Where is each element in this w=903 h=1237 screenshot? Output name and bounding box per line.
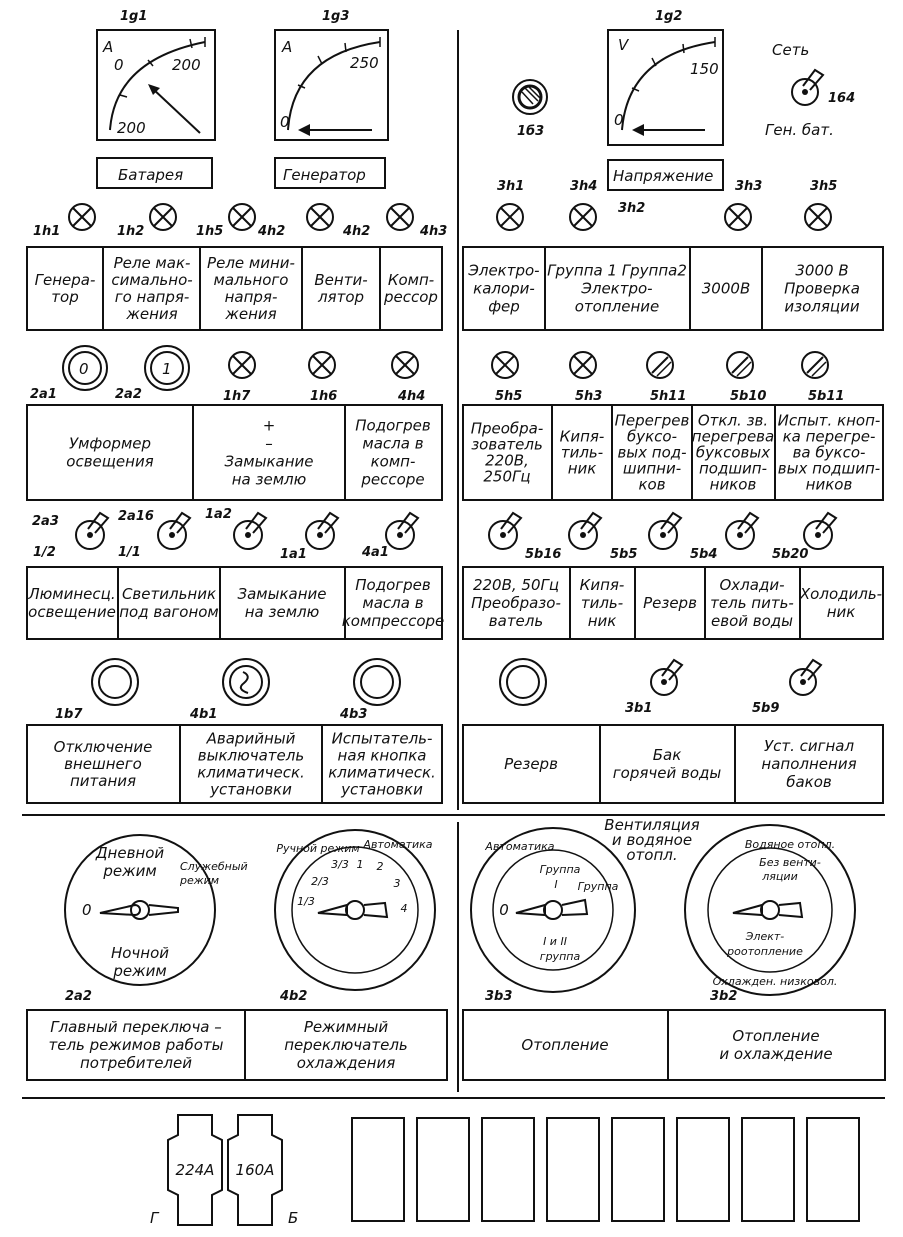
scale-label: 250: [350, 54, 379, 72]
button-id: 5b9: [752, 701, 780, 716]
empty-slot: [547, 1118, 599, 1221]
dial-text: ляции: [762, 870, 798, 883]
lamp-id: 3h1: [497, 179, 525, 194]
lamp-id: 1h2: [117, 224, 145, 239]
legend-text: Преобразо-: [471, 594, 561, 612]
indicator-id: 5h5: [495, 389, 523, 404]
legend-text: ников: [709, 475, 757, 494]
legend-text: установки: [341, 780, 423, 799]
legend-text: 220В,: [485, 451, 529, 470]
legend-text: ков: [638, 475, 666, 494]
toggle-switch[interactable]: [158, 513, 190, 549]
legend-text: буксо-: [626, 427, 678, 446]
switch-id: 164: [828, 91, 856, 106]
legend-text: Испытатель-: [331, 729, 433, 748]
signal-lamp: [392, 352, 418, 378]
legend-text: климатическ.: [197, 763, 305, 782]
indicator-mark: 1: [162, 360, 172, 378]
legend-text: Умформер: [68, 434, 152, 453]
button-id: 4b1: [190, 707, 218, 722]
signal-lamp: [492, 352, 518, 378]
legend-text: 220В, 50Гц: [472, 576, 560, 594]
socket-1b3: [513, 80, 547, 139]
dial-text: Ночной: [110, 944, 170, 962]
dial-text: 0: [82, 901, 92, 919]
legend-text: ник: [826, 603, 856, 621]
legend-text: Электро-: [468, 261, 540, 280]
legend-text: 3000В: [701, 279, 751, 298]
dial-text: I: [554, 878, 558, 891]
dial-id: 3b2: [710, 989, 738, 1004]
legend-text: освещение: [28, 603, 116, 621]
empty-slot: [482, 1118, 534, 1221]
legend-text: тор: [51, 288, 79, 306]
legend-text: ка перегре-: [782, 427, 876, 446]
legend-text: Подогрев: [355, 416, 431, 435]
dial-text: Автоматика: [485, 840, 555, 853]
lamp-id: 3h4: [570, 179, 598, 194]
toggle-switch[interactable]: [306, 513, 338, 549]
empty-slot: [352, 1118, 404, 1221]
switch-position-top: Сеть: [772, 41, 810, 59]
legend-text: Аварийный: [206, 729, 296, 748]
dial-text: 2/3: [311, 875, 329, 888]
toggle-id: 1а2: [205, 507, 232, 522]
legend-text: Кипя-: [559, 427, 605, 446]
dial-text: режим: [103, 862, 157, 880]
indicator-id: 2а1: [30, 387, 57, 402]
meter-1g2: [608, 9, 723, 190]
switch-position-bottom: Ген. бат.: [765, 121, 834, 139]
toggle-switch[interactable]: [726, 513, 758, 549]
empty-slot: [612, 1118, 664, 1221]
indicator-id: 1h7: [223, 389, 251, 404]
toggle-id: 2а16: [118, 509, 154, 524]
legend-text: Резерв: [643, 594, 697, 612]
fuse-rating: 224А: [175, 1161, 215, 1179]
legend-text: масла в: [362, 594, 424, 612]
legend-text: жения: [126, 305, 178, 323]
toggle-switch[interactable]: [649, 513, 681, 549]
legend-text: Уст. сигнал: [763, 737, 855, 755]
toggle-switch[interactable]: [386, 513, 418, 549]
legend-text: Холодиль-: [799, 585, 883, 603]
toggle-switch[interactable]: [76, 513, 108, 549]
legend-text: питания: [69, 772, 137, 790]
legend-text: компрессоре: [341, 612, 445, 630]
empty-slot: [677, 1118, 729, 1221]
toggle-switch[interactable]: [569, 513, 601, 549]
legend-text: 3000 В: [795, 261, 849, 280]
legend-text: ная кнопка: [337, 746, 427, 765]
signal-lamp: [570, 204, 596, 230]
legend-text: рессор: [384, 288, 438, 306]
legend-text: ва буксо-: [792, 443, 866, 462]
dial-text: режим: [113, 962, 167, 980]
toggle-id: 2а3: [32, 514, 59, 529]
legend-text: тиль-: [580, 594, 624, 612]
dial-text: I и II: [543, 935, 567, 948]
legend-text: Реле мини-: [207, 254, 295, 272]
legend-text: жения: [225, 305, 277, 323]
legend-text: выключатель: [197, 746, 305, 765]
toggle-id: 1/2: [33, 545, 56, 560]
dial-header: и водяное: [611, 831, 693, 849]
dial-text: Водяное отопл.: [744, 838, 836, 851]
legend-text: отопление: [574, 297, 660, 316]
lamp-id: 3h2: [618, 201, 646, 216]
signal-lamp: [307, 204, 333, 230]
legend-text: тель пить-: [710, 594, 794, 612]
row-4-labels: [55, 701, 779, 722]
fuse-rating: 160А: [235, 1161, 275, 1179]
legend-text: Электро-: [581, 279, 653, 298]
legend-text: освещения: [66, 452, 154, 471]
legend-text: Реле мак-: [113, 254, 191, 272]
toggle-id: 4а1: [362, 545, 389, 560]
legend-text: Люминесц.: [28, 585, 116, 603]
dial-text: Группа: [539, 863, 581, 876]
signal-lamp: [727, 352, 753, 378]
legend-text: симально-: [111, 271, 193, 289]
legend-text: подшип-: [698, 459, 768, 478]
legend-text: изоляции: [784, 297, 860, 316]
meter-unit: V: [618, 36, 629, 54]
legend-text: Отопление: [521, 1036, 609, 1054]
toggle-id: 5b20: [772, 547, 809, 562]
dial-header: отопл.: [626, 846, 678, 864]
scale-label: 0: [614, 111, 624, 129]
legend-text: фер: [488, 297, 520, 316]
dial-text: Служебный: [180, 860, 248, 873]
legend-text: под вагоном: [119, 603, 219, 621]
legend-text: Перегрев: [614, 411, 690, 430]
indicator-id: 4h4: [398, 389, 426, 404]
meter-label: Батарея: [118, 166, 184, 184]
legend-text: Проверка: [784, 279, 860, 298]
dial-id: 4b2: [280, 989, 308, 1004]
indicator-id: 5b11: [808, 389, 845, 404]
meter-unit: A: [103, 38, 114, 56]
signal-lamp: [805, 204, 831, 230]
legend-text: Светильник: [121, 585, 217, 603]
indicator-id: 5b10: [730, 389, 767, 404]
legend-text: зователь: [471, 435, 543, 454]
dial-text: группа: [539, 950, 581, 963]
dial-text: 0: [499, 901, 509, 919]
meter-label: Напряжение: [613, 167, 714, 185]
dial-id: 3b3: [485, 989, 513, 1004]
dial-text: Группа: [577, 880, 619, 893]
fuse-mark: Г: [150, 1209, 159, 1227]
legend-text: Кипя-: [579, 576, 625, 594]
legend-text: тиль-: [560, 443, 604, 462]
legend-text: 250Гц: [483, 467, 531, 486]
toggle-switch[interactable]: [489, 513, 521, 549]
legend-text: наполнения: [761, 755, 857, 773]
legend-text: вых подшип-: [777, 459, 881, 478]
signal-lamp: [647, 352, 673, 378]
legend-text: Главный переключа –: [50, 1018, 222, 1036]
scale-label: 200: [172, 56, 201, 74]
indicator-id: 1h6: [310, 389, 338, 404]
scale-label: 0: [280, 113, 290, 131]
legend-text: перегрева: [691, 427, 775, 446]
button-id: 4b3: [340, 707, 368, 722]
signal-lamp: [69, 204, 95, 230]
legend-text: евой воды: [711, 612, 793, 630]
lamp-id: 1h5: [196, 224, 224, 239]
lamp-id: 3h3: [735, 179, 763, 194]
legend-text: Замыкание: [237, 585, 327, 603]
dial-text: 4: [400, 902, 408, 915]
legend-text: ватель: [488, 612, 544, 630]
signal-lamp: [387, 204, 413, 230]
legend-text: внешнего: [64, 755, 142, 773]
legend-text: установки: [210, 780, 292, 799]
empty-slot: [742, 1118, 794, 1221]
legend-text: и охлаждение: [719, 1045, 833, 1063]
legend-text: Замыкание: [224, 452, 314, 471]
lamp-id: 3h5: [810, 179, 838, 194]
legend-text: мального: [213, 271, 289, 289]
row-4-buttons[interactable]: [92, 659, 821, 705]
signal-lamp: [309, 352, 335, 378]
scale-label: 150: [690, 60, 719, 78]
legend-text: масла в: [362, 434, 424, 453]
dial-texts: [65, 816, 837, 1004]
legend-text: Резерв: [504, 755, 558, 773]
dial-text: роотопление: [727, 945, 803, 958]
signal-lamp: [229, 204, 255, 230]
dial-text: Дневной: [95, 844, 165, 862]
legend-text: на землю: [231, 470, 307, 489]
empty-slot: [807, 1118, 859, 1221]
meter-1g3: [275, 9, 388, 188]
meter-label: Генератор: [283, 166, 366, 184]
legend-text: напря-: [224, 288, 278, 306]
legend-text: –: [265, 434, 273, 453]
legend-text: Режимный: [303, 1018, 389, 1036]
legend-text: переключатель: [284, 1036, 408, 1054]
legend-text: ников: [805, 475, 853, 494]
toggle-id: 5b16: [525, 547, 562, 562]
lamp-id: 4h2: [343, 224, 371, 239]
socket-id: 1б3: [517, 124, 545, 139]
dial-text: 3/3: [331, 858, 349, 871]
legend-text: Венти-: [314, 271, 368, 289]
legend-text: Охлади-: [719, 576, 785, 594]
dial-text: Автоматика: [363, 838, 433, 851]
legend-text: вых под-: [617, 443, 687, 462]
meter-id: 1g2: [655, 9, 683, 24]
legend-text: шипни-: [622, 459, 682, 478]
dial-text: 1/3: [297, 895, 315, 908]
empty-slots: [150, 1118, 859, 1227]
legend-text: Отключение: [53, 738, 153, 756]
row-2-indicators: [63, 346, 189, 390]
button-id: 3b1: [625, 701, 653, 716]
toggle-id: 5b4: [690, 547, 718, 562]
meter-id: 1g3: [322, 9, 350, 24]
legend-text: ник: [567, 459, 597, 478]
dial-text: Охлажден. низковол.: [712, 975, 838, 988]
indicator-id: 5h11: [650, 389, 687, 404]
button-id: 1b7: [55, 707, 83, 722]
legend-text: го напря-: [114, 288, 190, 306]
meter-unit: A: [282, 38, 293, 56]
legend-text: +: [262, 416, 276, 435]
legend-text: Бак: [652, 746, 682, 764]
lamp-id: 4h3: [420, 224, 448, 239]
legend-text: ник: [587, 612, 617, 630]
legend-text: потребителей: [79, 1054, 193, 1072]
toggle-switch-row[interactable]: [32, 507, 836, 562]
legend-text: комп-: [370, 452, 416, 471]
empty-slot: [417, 1118, 469, 1221]
legend-text: тель режимов работы: [48, 1036, 224, 1054]
lamp-id: 1h1: [33, 224, 61, 239]
dial-id: 2а2: [65, 989, 92, 1004]
dial-text: 3: [393, 877, 401, 890]
scale-label: 0: [114, 56, 124, 74]
dial-text: 1: [356, 858, 364, 871]
legend-text: Испыт. кноп-: [777, 411, 881, 430]
indicator-mark: 0: [79, 360, 89, 378]
dial-text: 2: [376, 860, 384, 873]
signal-lamp: [229, 352, 255, 378]
net-switch-164[interactable]: [765, 41, 855, 139]
toggle-id: 1/1: [118, 545, 141, 560]
signal-lamp: [725, 204, 751, 230]
legend-text: Отопление: [732, 1027, 820, 1045]
signal-lamp: [802, 352, 828, 378]
legend-text: лятор: [317, 288, 365, 306]
dial-text: Без венти-: [759, 856, 821, 869]
legend-text: Группа 1 Группа2: [547, 261, 687, 280]
fuse-mark: Б: [288, 1209, 299, 1227]
dial-text: режим: [180, 874, 220, 887]
legend-text: горячей воды: [612, 764, 722, 782]
legend-text: охлаждения: [296, 1054, 396, 1072]
signal-lamp: [497, 204, 523, 230]
legend-text: на землю: [244, 603, 320, 621]
lamp-id: 4h2: [258, 224, 286, 239]
legend-text: Преобра-: [470, 419, 544, 438]
meter-id: 1g1: [120, 9, 148, 24]
legend-text: Откл. зв.: [697, 411, 769, 430]
legend-text: буксовых: [695, 443, 771, 462]
legend-text: калори-: [473, 279, 535, 298]
legend-text: Подогрев: [355, 576, 431, 594]
indicator-id: 2а2: [115, 387, 142, 402]
legend-text: рессоре: [361, 470, 425, 489]
legend-text: Генера-: [34, 271, 96, 289]
legend-text: Комп-: [387, 271, 435, 289]
indicator-id: 5h3: [575, 389, 603, 404]
toggle-id: 5b5: [610, 547, 638, 562]
signal-lamp: [150, 204, 176, 230]
legend-text: климатическ.: [328, 763, 436, 782]
toggle-switch[interactable]: [804, 513, 836, 549]
scale-label: 200: [117, 119, 146, 137]
dial-text: Элект-: [745, 930, 785, 943]
toggle-switch[interactable]: [234, 513, 266, 549]
meter-1g1: [97, 9, 215, 188]
dial-header: Вентиляция: [604, 816, 700, 834]
signal-lamp: [570, 352, 596, 378]
dial-text: Ручной режим: [276, 842, 360, 855]
toggle-id: 1а1: [280, 547, 307, 562]
legend-text: баков: [786, 773, 832, 791]
